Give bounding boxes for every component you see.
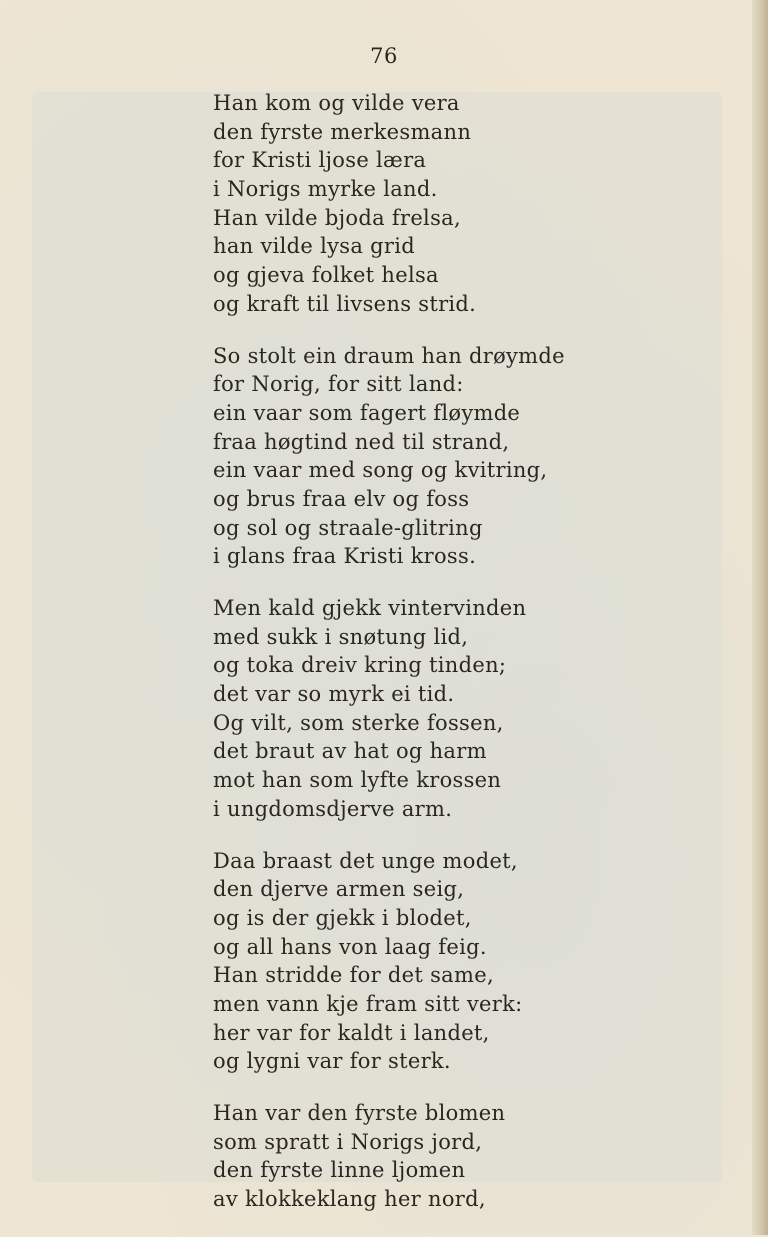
poem-line: den fyrste merkesmann (213, 119, 472, 144)
poem-line: og is der gjekk i blodet, (213, 905, 472, 930)
poem-line: mot han som lyfte krossen (213, 768, 502, 793)
stanza-5 (213, 1099, 713, 1214)
stanza-4 (213, 847, 713, 1077)
poem-line: og lygni var for sterk. (213, 1049, 451, 1074)
poem-line: ein vaar med song og kvitring, (213, 458, 548, 483)
poem-line: Han kom og vilde vera (213, 91, 460, 115)
poem-line: den djerve armen seig, (213, 877, 465, 902)
poem-line: Han var den fyrste blomen (213, 1101, 506, 1125)
poem-line: Daa braast det unge modet, (213, 848, 518, 873)
poem-line: fraa høgtind ned til strand, (213, 429, 510, 454)
poem-line: i glans fraa Kristi kross. (213, 544, 477, 569)
poem-line: som spratt i Norigs jord, (213, 1129, 483, 1154)
poem-line: Men kald gjekk vintervinden (213, 596, 527, 620)
page-number: 76 (370, 44, 398, 68)
poem-line: det braut av hat og harm (213, 739, 487, 764)
poem-line: han vilde lysa grid (213, 234, 415, 259)
poem-line: ein vaar som fagert fløymde (213, 400, 521, 425)
poem-line: med sukk i snøtung lid, (213, 624, 469, 649)
poem-line: i Norigs myrke land. (213, 177, 438, 202)
poem-line: og all hans von laag feig. (213, 934, 487, 959)
poem-line: So stolt ein draum han drøymde (213, 343, 565, 368)
poem-line: i ungdomsdjerve arm. (213, 796, 453, 821)
poem (213, 89, 713, 1237)
poem-line: men vann kje fram sitt verk: (213, 991, 523, 1016)
stanza-2 (213, 342, 713, 572)
poem-line: det var so myrk ei tid. (213, 682, 455, 707)
poem-line: den fyrste linne ljomen (213, 1158, 466, 1183)
poem-line: av klokkeklang her nord, (213, 1187, 486, 1212)
poem-line: Han stridde for det same, (213, 963, 494, 988)
stanza-3 (213, 594, 713, 824)
poem-line: og gjeva folket helsa (213, 263, 439, 288)
poem-line: og sol og straale-glitring (213, 515, 483, 540)
stanza-1 (213, 89, 713, 319)
poem-line: og toka dreiv kring tinden; (213, 653, 507, 678)
poem-line: for Kristi ljose læra (213, 148, 427, 173)
poem-line: Og vilt, som sterke fossen, (213, 710, 504, 735)
poem-line: for Norig, for sitt land: (213, 372, 464, 397)
poem-line: Han vilde bjoda frelsa, (213, 205, 461, 230)
poem-line: her var for kaldt i landet, (213, 1020, 490, 1045)
poem-line: og brus fraa elv og foss (213, 486, 470, 511)
poem-line: og kraft til livsens strid. (213, 291, 477, 316)
page-edge (752, 0, 768, 1235)
